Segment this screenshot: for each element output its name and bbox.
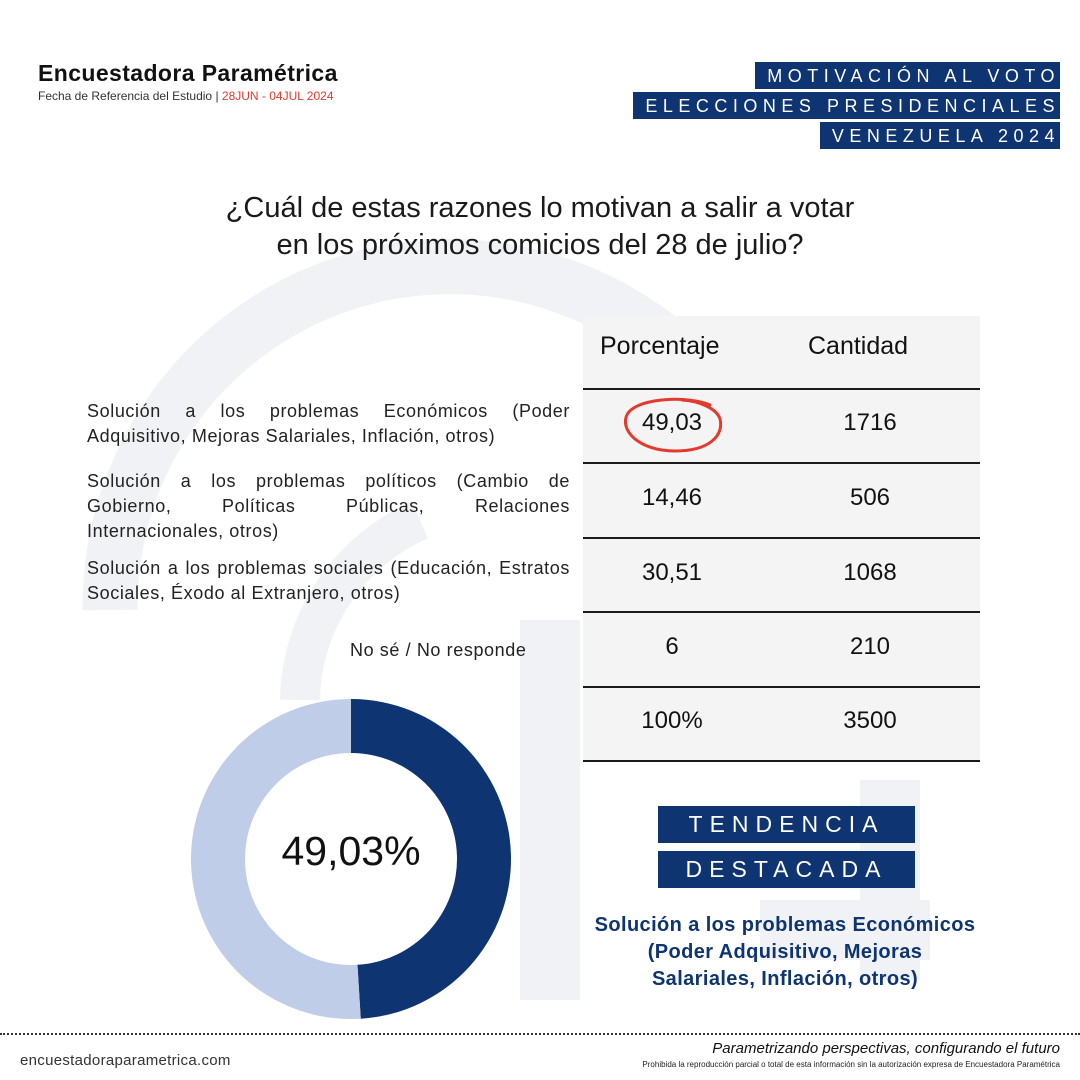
trend-text-line-3: Salariales, Inflación, otros) bbox=[651, 968, 919, 990]
cell-qty-political: 506 bbox=[849, 484, 891, 511]
table-divider bbox=[583, 686, 980, 688]
banner-line-3: VENEZUELA 2024 bbox=[820, 122, 1060, 149]
banner-line-1: MOTIVACIÓN AL VOTO bbox=[755, 62, 1060, 89]
cell-pct-social: 30,51 bbox=[641, 559, 703, 586]
trend-title-line-1: TENDENCIA bbox=[658, 806, 915, 843]
row-label-economic: Solución a los problemas Económicos (Poder Adquisitivo, Mejoras Salariales, Inflación, otros) bbox=[87, 401, 570, 446]
row-label-no-response: No sé / No responde bbox=[350, 640, 527, 660]
trend-text-line-1: Solución a los problemas Económicos bbox=[594, 914, 976, 936]
cell-qty-total: 3500 bbox=[843, 707, 897, 734]
cell-qty-social: 1068 bbox=[843, 559, 897, 586]
banner-line-2: ELECCIONES PRESIDENCIALES bbox=[633, 92, 1060, 119]
results-table bbox=[583, 316, 980, 762]
title-banner bbox=[633, 62, 1060, 152]
cell-pct-no-response: 6 bbox=[665, 633, 679, 660]
brand-header bbox=[38, 60, 338, 103]
study-date-range: 28JUN - 04JUL 2024 bbox=[221, 89, 334, 103]
footer-slogan: Parametrizando perspectivas, configurando el futuro bbox=[712, 1040, 1060, 1057]
study-date-label: Fecha de Referencia del Estudio | bbox=[38, 89, 222, 103]
highlight-circle-annotation bbox=[620, 395, 726, 455]
table-divider bbox=[583, 760, 980, 762]
trend-text-line-2: (Poder Adquisitivo, Mejoras bbox=[647, 941, 923, 963]
row-label-social: Solución a los problemas sociales (Educación, Estratos Sociales, Éxodo al Extranjero, otros) bbox=[87, 558, 570, 603]
table-divider bbox=[583, 388, 980, 390]
question-line-2: en los próximos comicios del 28 de julio? bbox=[276, 229, 804, 261]
cell-qty-no-response: 210 bbox=[849, 633, 891, 660]
footer-website: encuestadoraparametrica.com bbox=[20, 1052, 231, 1069]
cell-pct-total: 100% bbox=[641, 707, 703, 734]
survey-question bbox=[100, 190, 980, 264]
table-divider bbox=[583, 611, 980, 613]
cell-pct-political: 14,46 bbox=[641, 484, 703, 511]
row-label-political: Solución a los problemas políticos (Cambio de Gobierno, Políticas Públicas, Relaciones Internacionales, otros) bbox=[87, 471, 570, 541]
cell-pct-economic: 49,03 bbox=[641, 409, 703, 436]
footer-legal: Prohibida la reproducción parcial o total de esta información sin la autorización expresa de Encuestadora Paramétrica bbox=[642, 1060, 1060, 1069]
table-divider bbox=[583, 537, 980, 539]
cell-qty-economic: 1716 bbox=[843, 409, 897, 436]
trend-description bbox=[570, 912, 1000, 993]
study-date bbox=[38, 89, 338, 103]
trend-badge bbox=[658, 806, 915, 896]
question-line-1: ¿Cuál de estas razones lo motivan a salir a votar bbox=[225, 192, 855, 224]
donut-center-value: 49,03% bbox=[281, 828, 421, 874]
table-divider bbox=[583, 462, 980, 464]
brand-name: Encuestadora Paramétrica bbox=[38, 60, 338, 86]
header-percentage: Porcentaje bbox=[600, 332, 720, 360]
trend-title-line-2: DESTACADA bbox=[658, 851, 915, 888]
header-quantity: Cantidad bbox=[808, 332, 909, 360]
footer-divider bbox=[0, 1033, 1080, 1035]
